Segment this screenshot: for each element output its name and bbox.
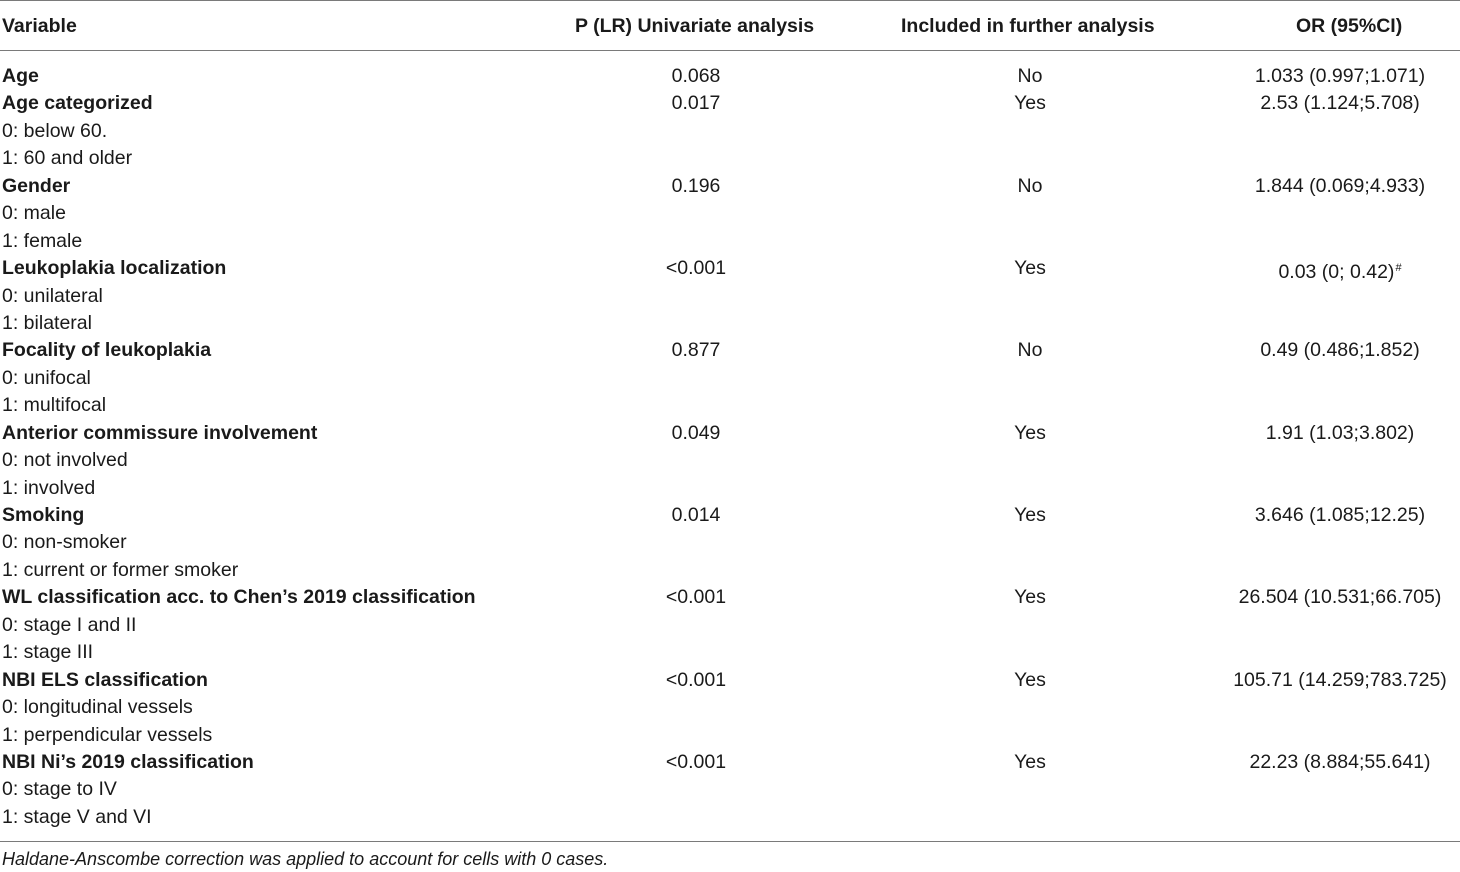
level-label: 1: 60 and older: [2, 147, 133, 170]
level-label: 0: stage to IV: [2, 778, 117, 801]
p-value: <0.001: [665, 257, 727, 280]
level-row: [0, 200, 1460, 227]
level-row: [0, 529, 1460, 556]
table-row: [0, 584, 1460, 611]
level-label: 0: stage I and II: [2, 613, 137, 636]
header-variable: Variable: [2, 15, 77, 37]
level-row: [0, 310, 1460, 337]
included-value: Yes: [1014, 504, 1046, 526]
odds-ratio-cell: [1200, 502, 1460, 529]
variable-name: Smoking: [2, 504, 85, 526]
level-label: 1: bilateral: [2, 311, 92, 334]
level-row: [0, 804, 1460, 831]
included-value: Yes: [1014, 421, 1046, 444]
included-value: Yes: [1014, 586, 1046, 609]
odds-ratio-value: 1.033 (0.997;1.071): [1254, 65, 1426, 87]
variable-name: NBI ELS classification: [2, 668, 208, 691]
variable-name: Age categorized: [2, 92, 153, 115]
table-row: [0, 420, 1460, 447]
p-value: 0.049: [671, 421, 721, 444]
level-row: [0, 283, 1460, 310]
variable-name: NBI Ni’s 2019 classification: [2, 750, 254, 773]
included-value: No: [1017, 339, 1043, 362]
level-row: [0, 612, 1460, 639]
included-value: No: [1017, 65, 1043, 87]
header-p-lr: P (LR) Univariate analysis: [575, 15, 815, 37]
p-value: 0.068: [671, 65, 721, 87]
header-rule: [0, 50, 1460, 51]
odds-ratio-value: 26.504 (10.531;66.705): [1238, 586, 1442, 609]
level-label: 0: male: [2, 202, 66, 225]
variable-name: Leukoplakia localization: [2, 257, 227, 280]
table-row: [0, 749, 1460, 776]
p-value: <0.001: [665, 586, 727, 609]
odds-ratio-cell: [1200, 584, 1460, 611]
variable-name: Age: [2, 65, 39, 87]
odds-ratio-cell: [1200, 667, 1460, 694]
level-label: 0: unifocal: [2, 366, 91, 389]
odds-ratio-value: 2.53 (1.124;5.708): [1260, 92, 1420, 115]
level-row: [0, 557, 1460, 584]
table-footnote: Haldane-Anscombe correction was applied to account for cells with 0 cases.: [2, 849, 609, 869]
included-value: Yes: [1014, 750, 1046, 773]
variable-name: Gender: [2, 174, 71, 197]
variable-name: WL classification acc. to Chen’s 2019 classification: [2, 586, 476, 609]
odds-ratio-value: 105.71 (14.259;783.725): [1233, 668, 1447, 691]
odds-ratio-value: 0.03 (0; 0.42): [1278, 261, 1395, 284]
level-label: 0: not involved: [2, 449, 128, 472]
level-label: 0: unilateral: [2, 284, 103, 307]
odds-ratio-value: 1.844 (0.069;4.933): [1254, 174, 1426, 197]
level-label: 0: longitudinal vessels: [2, 696, 193, 719]
p-value: 0.196: [671, 174, 721, 197]
variable-name: Focality of leukoplakia: [2, 339, 212, 362]
p-value: <0.001: [665, 668, 727, 691]
level-row: [0, 447, 1460, 474]
level-row: [0, 145, 1460, 172]
odds-ratio-value: 0.49 (0.486;1.852): [1260, 339, 1420, 362]
level-row: [0, 776, 1460, 803]
header-or: OR (95%CI): [1296, 15, 1403, 37]
table-row: [0, 255, 1460, 282]
odds-ratio-value: 22.23 (8.884;55.641): [1249, 750, 1431, 773]
odds-ratio-cell: [1200, 90, 1460, 117]
included-value: No: [1017, 174, 1043, 197]
variable-name: Anterior commissure involvement: [2, 421, 318, 444]
included-value: Yes: [1014, 257, 1046, 280]
level-row: [0, 722, 1460, 749]
level-label: 0: below 60.: [2, 119, 108, 142]
table-row: [0, 90, 1460, 117]
odds-ratio-cell: [1200, 173, 1460, 200]
level-label: 1: stage V and VI: [2, 805, 152, 828]
included-value: Yes: [1014, 92, 1046, 115]
odds-ratio-cell: [1200, 420, 1460, 447]
included-value: Yes: [1014, 668, 1046, 691]
level-row: [0, 118, 1460, 145]
level-label: 1: perpendicular vessels: [2, 723, 213, 746]
level-row: [0, 475, 1460, 502]
odds-ratio-cell: [1200, 63, 1460, 90]
odds-ratio-value: 1.91 (1.03;3.802): [1265, 421, 1415, 444]
p-value: <0.001: [665, 750, 727, 773]
table-row: [0, 337, 1460, 364]
odds-ratio-cell: [1200, 337, 1460, 364]
level-row: [0, 694, 1460, 721]
level-label: 1: stage III: [2, 641, 94, 664]
p-value: 0.014: [671, 504, 721, 526]
level-label: 1: multifocal: [2, 394, 107, 417]
table-bottom-rule: [0, 841, 1460, 842]
table-row: [0, 502, 1460, 529]
header-included: Included in further analysis: [901, 15, 1155, 37]
odds-ratio-value: 3.646 (1.085;12.25): [1254, 504, 1426, 526]
footnote-marker: #: [1395, 262, 1402, 275]
level-label: 0: non-smoker: [2, 531, 127, 554]
p-value: 0.017: [671, 92, 721, 115]
table-row: [0, 63, 1460, 90]
level-row: [0, 365, 1460, 392]
level-row: [0, 228, 1460, 255]
level-row: [0, 639, 1460, 666]
table-row: [0, 173, 1460, 200]
table-body: [0, 63, 1460, 831]
table-row: [0, 667, 1460, 694]
p-value: 0.877: [671, 339, 721, 362]
level-row: [0, 392, 1460, 419]
level-label: 1: female: [2, 229, 83, 252]
level-label: 1: current or former smoker: [2, 558, 239, 581]
odds-ratio-cell: [1200, 749, 1460, 776]
level-label: 1: involved: [2, 476, 96, 499]
